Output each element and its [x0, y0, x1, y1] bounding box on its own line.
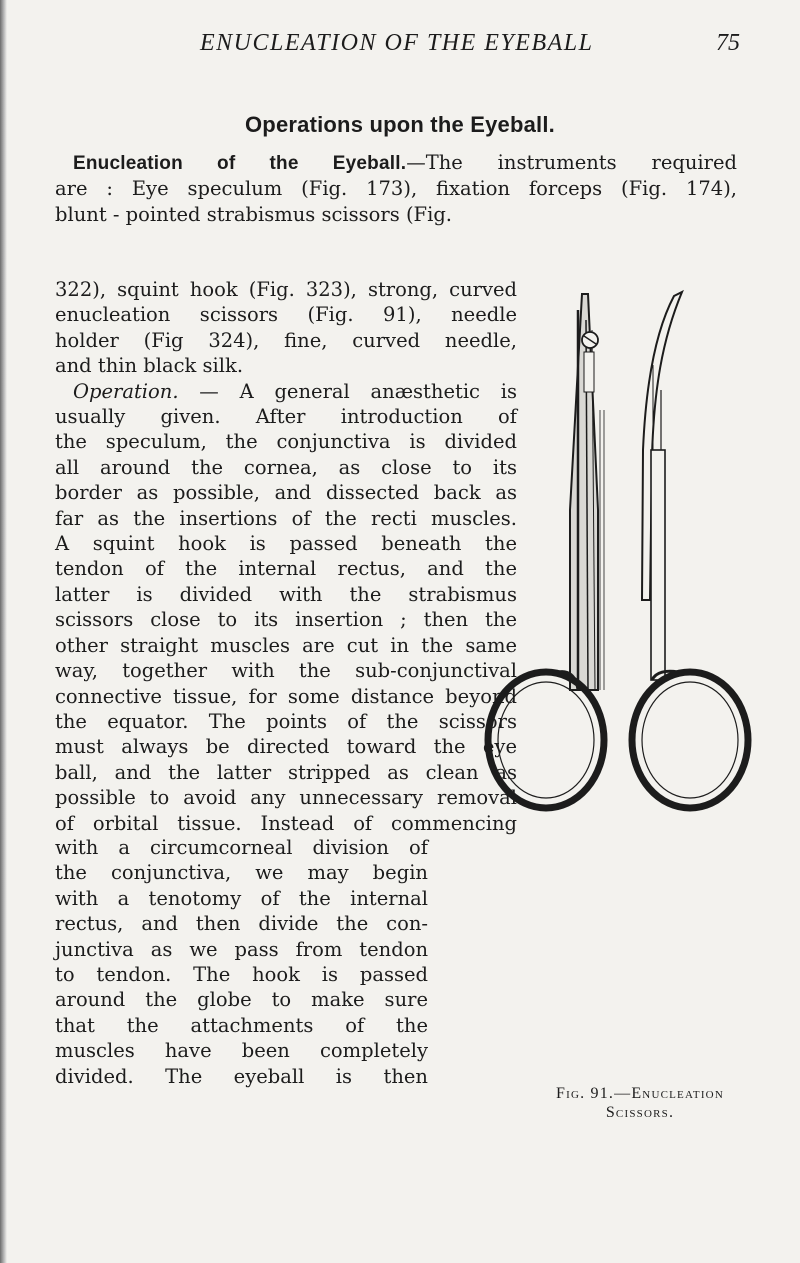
page-number: 75 [716, 30, 740, 56]
section-title: Operations upon the Eyeball. [245, 112, 555, 137]
text-line: enucleation scissors (Fig. 91), needle [55, 303, 517, 327]
text-line: to tendon. The hook is passed [55, 963, 428, 987]
figure-caption [520, 1084, 760, 1122]
narrow-text-column [55, 835, 428, 1089]
runin-heading: Enucleation of the Eyeball. [73, 153, 407, 174]
text-line: possible to avoid any unnecessary removal [55, 786, 517, 810]
text-line: A squint hook is passed beneath the [55, 532, 517, 556]
intro-line-1-text: —The instruments required [406, 151, 737, 174]
text-line: tendon of the internal rectus, and the [55, 557, 517, 581]
text-line: usually given. After introduction of [55, 405, 517, 429]
text-line: holder (Fig 324), fine, curved needle, [55, 328, 517, 352]
scissors-right-shank [651, 450, 665, 680]
text-line: of orbital tissue. Instead of commencing [55, 811, 517, 835]
text-line: the conjunctiva, we may begin [55, 861, 428, 885]
text-line: and thin black silk. [55, 354, 244, 378]
text-line: other straight muscles are cut in the same [55, 633, 517, 657]
operation-line-1-text: — A general anæsthetic is [178, 379, 517, 403]
enucleation-scissors-illustration [438, 270, 800, 830]
scissors-maker-mark [584, 352, 594, 392]
text-line: muscles have been completely [55, 1039, 428, 1063]
page-binding-edge [0, 0, 7, 1263]
text-line: 322), squint hook (Fig. 323), strong, curved [55, 278, 517, 301]
text-line: ball, and the latter stripped as clean as [55, 760, 517, 784]
caption-line-1: Fig. 91.—Enucleation [556, 1085, 724, 1102]
text-line: scissors close to its insertion ; then the [55, 608, 517, 632]
intro-paragraph [55, 150, 737, 227]
text-line: way, together with the sub-conjunctival [55, 659, 517, 683]
text-line: with a tenotomy of the internal [55, 886, 428, 910]
text-line: junctiva as we pass from tendon [55, 937, 428, 961]
operation-heading: Operation. [73, 379, 179, 403]
text-line: connective tissue, for some distance beyond [55, 684, 517, 708]
caption-line-2: Scissors. [605, 1104, 675, 1121]
text-line: all around the cornea, as close to its [55, 455, 517, 479]
text-line: far as the insertions of the recti muscles. [55, 506, 517, 530]
text-line: must always be directed toward the eye [55, 735, 517, 759]
running-title: ENUCLEATION OF THE EYEBALL [200, 30, 594, 56]
text-line: rectus, and then divide the con- [55, 912, 428, 936]
intro-line-3: blunt - pointed strabismus scissors (Fig. [55, 202, 453, 226]
text-line: divided. The eyeball is then [55, 1064, 428, 1088]
running-header [0, 30, 800, 60]
text-line: border as possible, and dissected back as [55, 481, 517, 505]
intro-line-1 [55, 150, 737, 176]
scissors-left-ring [488, 672, 604, 808]
text-line: the equator. The points of the scissors [55, 709, 517, 733]
text-line: that the attachments of the [55, 1013, 428, 1037]
text-line: latter is divided with the strabismus [55, 582, 517, 606]
text-line: the speculum, the conjunctiva is divided [55, 430, 517, 454]
text-line: around the globe to make sure [55, 988, 428, 1012]
intro-line-2: are : Eye speculum (Fig. 173), fixation forceps (Fig. 174), [55, 177, 737, 201]
scissors-right-ring [632, 672, 748, 808]
text-line: with a circumcorneal division of [55, 836, 428, 859]
